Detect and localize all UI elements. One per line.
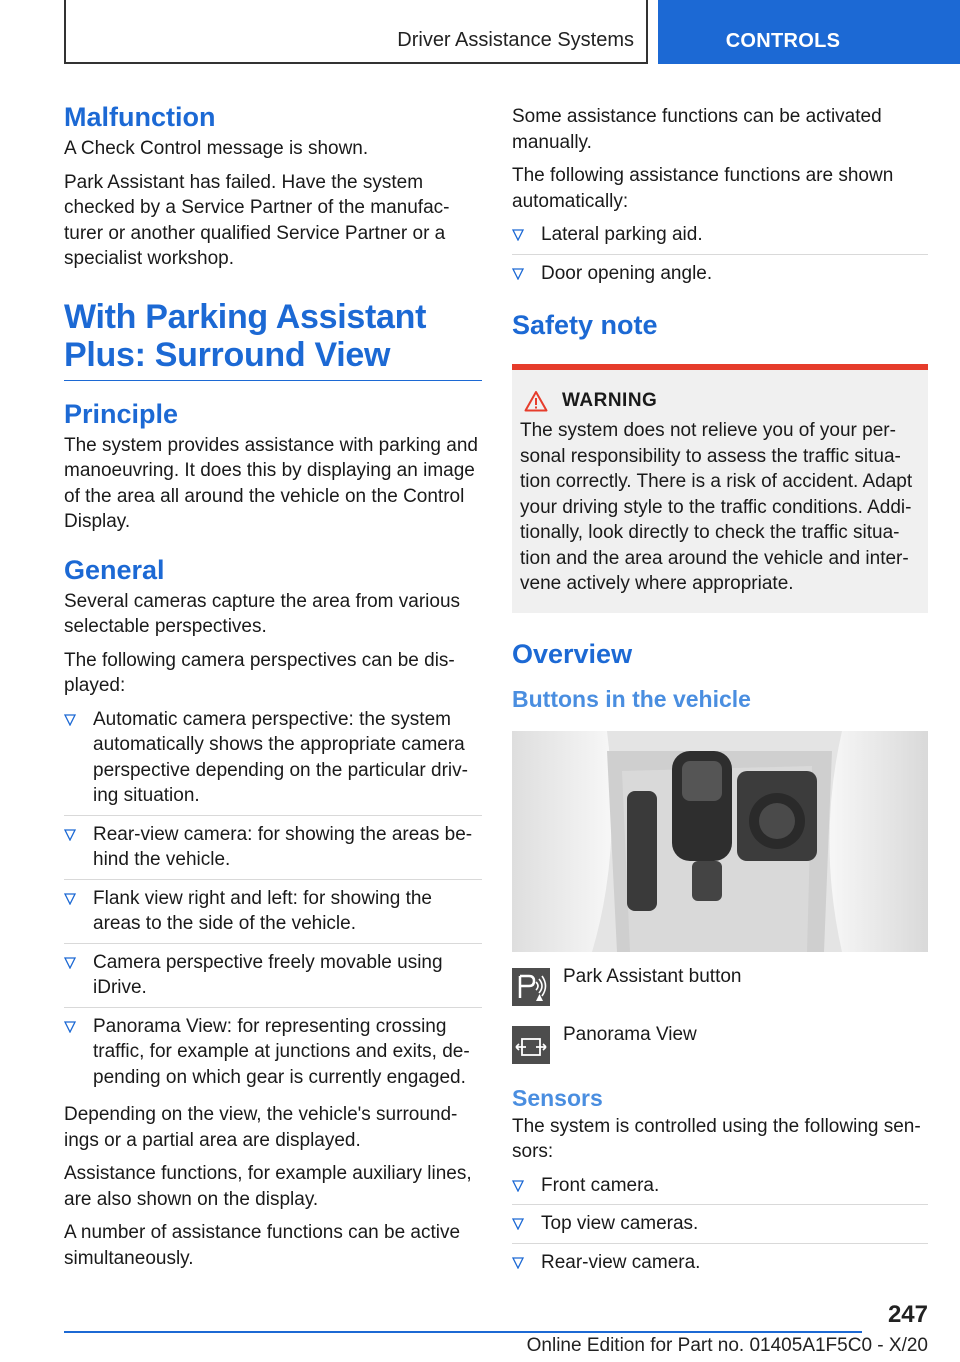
triangle-bullet-icon <box>512 268 524 280</box>
list-item-text: Panorama View: for representing crossing traffic, for example at junctions and exits, de-pending on which gear is currently engaged. <box>93 1015 470 1088</box>
panorama-view-icon <box>512 1026 550 1064</box>
triangle-bullet-icon <box>512 229 524 241</box>
warning-text: The system does not relieve you of your per-sonal responsibility to assess the traffic situa-tion correctly. There is a risk of accident. Adapt your driving style to the traffic conditions. Addi-tionally, look directly to check the traffic situa-tion and the area around the vehicle and inter-vene actively where appropriate. <box>520 420 913 594</box>
right-column <box>512 104 928 1287</box>
list-item <box>512 261 928 293</box>
edition-text: Online Edition for Part no. 01405A1F5C0 - X/20 <box>526 1335 928 1356</box>
warning-title: WARNING <box>562 390 658 411</box>
list-item <box>64 1014 482 1097</box>
list-item <box>512 1173 928 1206</box>
list-item-text: Flank view right and left: for showing the areas to the side of the vehicle. <box>93 887 433 934</box>
general-paragraph-1: Several cameras capture the area from various selectable perspectives. <box>64 590 461 637</box>
list-item <box>64 707 482 816</box>
park-assistant-icon <box>512 968 550 1006</box>
list-item <box>64 950 482 1008</box>
header-title-box <box>64 0 648 64</box>
section-heading: With Parking Assistant Plus: Surround View <box>64 298 482 381</box>
sensors-paragraph: The system is controlled using the following sen-sors: <box>512 1115 921 1162</box>
list-item-text: Top view cameras. <box>541 1213 699 1234</box>
overview-heading: Overview <box>512 638 633 669</box>
page-header <box>0 0 960 66</box>
view-paragraph: Depending on the view, the vehicle's surround-ings or a partial area are displayed. <box>64 1104 458 1151</box>
principle-paragraph: The system provides assistance with parking and manoeuvring. It does this by displaying an image of the area all around the vehicle on the Control Display. <box>64 434 478 532</box>
triangle-bullet-icon <box>64 829 76 841</box>
list-item-text: Door opening angle. <box>541 262 713 284</box>
list-item <box>512 1211 928 1244</box>
footer-rule <box>64 1331 862 1333</box>
auto-paragraph: The following assistance functions are shown automatically: <box>512 165 894 212</box>
list-item <box>512 222 928 255</box>
list-item <box>64 886 482 944</box>
sensors-list <box>512 1173 928 1282</box>
functions-paragraph: Assistance functions, for example auxiliary lines, are also shown on the display. <box>64 1163 472 1210</box>
header-section-label: CONTROLS <box>725 30 841 52</box>
list-item-text: Lateral parking aid. <box>541 224 703 245</box>
malfunction-heading: Malfunction <box>64 102 216 132</box>
list-item-text: Automatic camera perspective: the system automatically shows the appropriate camera perspective depending on the particular driv-ing situation. <box>93 708 468 806</box>
triangle-bullet-icon <box>64 1021 76 1033</box>
sensors-heading: Sensors <box>512 1084 603 1111</box>
left-column <box>64 100 482 1279</box>
triangle-bullet-icon <box>64 714 76 726</box>
park-assistant-label: Park Assistant button <box>563 965 742 987</box>
panorama-view-button-row <box>512 1023 928 1064</box>
page-number: 247 <box>887 1301 928 1328</box>
header-title: Driver Assistance Systems <box>397 29 634 51</box>
header-section-tab <box>658 0 960 64</box>
vehicle-console-photo <box>512 731 928 952</box>
page-footer <box>64 1296 928 1362</box>
triangle-bullet-icon <box>512 1180 524 1192</box>
malfunction-paragraph-2: Park Assistant has failed. Have the system checked by a Service Partner of the manufac-turer or another qualified Service Partner or a specialist workshop. <box>64 171 450 269</box>
list-item-text: Rear-view camera: for showing the areas be-hind the vehicle. <box>93 823 473 870</box>
buttons-heading: Buttons in the vehicle <box>512 685 751 712</box>
park-assistant-button-row <box>512 965 928 1006</box>
list-item <box>64 822 482 880</box>
general-paragraph-2: The following camera perspectives can be dis-played: <box>64 649 455 696</box>
list-item <box>512 1250 928 1282</box>
active-paragraph: A number of assistance functions can be active simultaneously. <box>64 1222 461 1269</box>
auto-functions-list <box>512 222 928 292</box>
list-item-text: Camera perspective freely movable using iDrive. <box>93 951 443 998</box>
console-illustration <box>512 731 928 952</box>
triangle-bullet-icon <box>64 957 76 969</box>
list-item-text: Rear-view camera. <box>541 1251 701 1273</box>
triangle-bullet-icon <box>512 1257 524 1269</box>
triangle-bullet-icon <box>512 1218 524 1230</box>
warning-box <box>512 364 928 613</box>
panorama-view-label: Panorama View <box>563 1023 697 1045</box>
warning-icon <box>524 390 548 412</box>
triangle-bullet-icon <box>64 893 76 905</box>
safety-heading: Safety note <box>512 310 658 340</box>
camera-perspectives-list <box>64 707 482 1097</box>
list-item-text: Front camera. <box>541 1174 660 1196</box>
malfunction-paragraph-1: A Check Control message is shown. <box>64 138 369 159</box>
manual-paragraph: Some assistance functions can be activated manually. <box>512 106 882 153</box>
principle-heading: Principle <box>64 398 179 429</box>
warning-header <box>520 390 920 412</box>
general-heading: General <box>64 554 165 585</box>
